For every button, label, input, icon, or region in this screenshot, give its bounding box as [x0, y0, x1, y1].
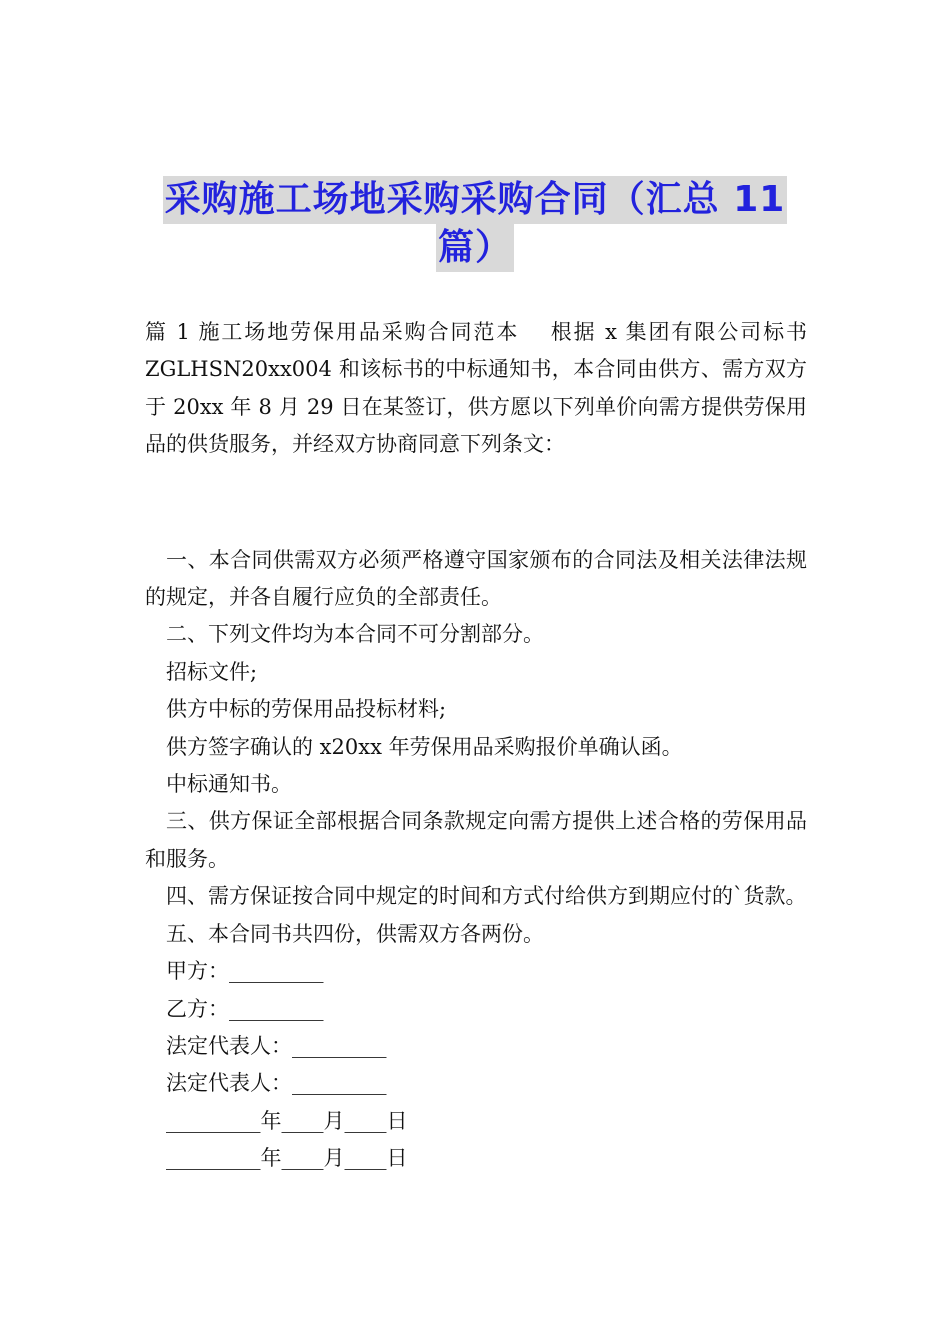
list-item-quote-confirmation: 供方签字确认的 x20xx 年劳保用品采购报价单确认函。: [166, 734, 683, 759]
date-line-b: _________年____月____日: [166, 1146, 408, 1171]
legal-rep-b-line: 法定代表人：_________: [166, 1071, 387, 1096]
title-line-2: 篇）: [436, 224, 514, 272]
list-item-bid-materials: 供方中标的劳保用品投标材料;: [166, 697, 447, 722]
intro-paragraph: 篇 1 施工场地劳保用品采购合同范本 根据 x 集团有限公司标书 ZGLHSN20xx004 和该标书的中标通知书，本合同由供方、需方双方于 20xx 年 8 月 29 日在某签订，供方愿以下列单价向需方提供劳保用品的供货服务，并经双方协商同意下列条文：: [145, 320, 807, 457]
list-item-tender-docs: 招标文件;: [166, 659, 258, 684]
clause-5: 五、本合同书共四份，供需双方各两份。: [166, 921, 544, 946]
document-title: [0, 176, 950, 272]
title-line-1: 采购施工场地采购采购合同（汇总 11: [163, 176, 788, 224]
clause-3: 三、供方保证全部根据合同条款规定向需方提供上述合格的劳保用品和服务。: [145, 809, 807, 871]
list-item-award-notice: 中标通知书。: [166, 772, 292, 797]
clause-1: 一、本合同供需双方必须严格遵守国家颁布的合同法及相关法律法规的规定，并各自履行应负的全部责任。: [145, 547, 807, 610]
date-line-a: _________年____月____日: [166, 1108, 408, 1133]
party-a-line: 甲方：_________: [166, 959, 324, 984]
party-b-line: 乙方：_________: [166, 996, 324, 1021]
legal-rep-a-line: 法定代表人：_________: [166, 1033, 387, 1058]
clause-2: 二、下列文件均为本合同不可分割部分。: [166, 622, 544, 647]
blank-space: [145, 464, 807, 542]
document-body: [145, 314, 807, 1178]
clause-4: 四、需方保证按合同中规定的时间和方式付给供方到期应付的`货款。: [166, 884, 807, 909]
